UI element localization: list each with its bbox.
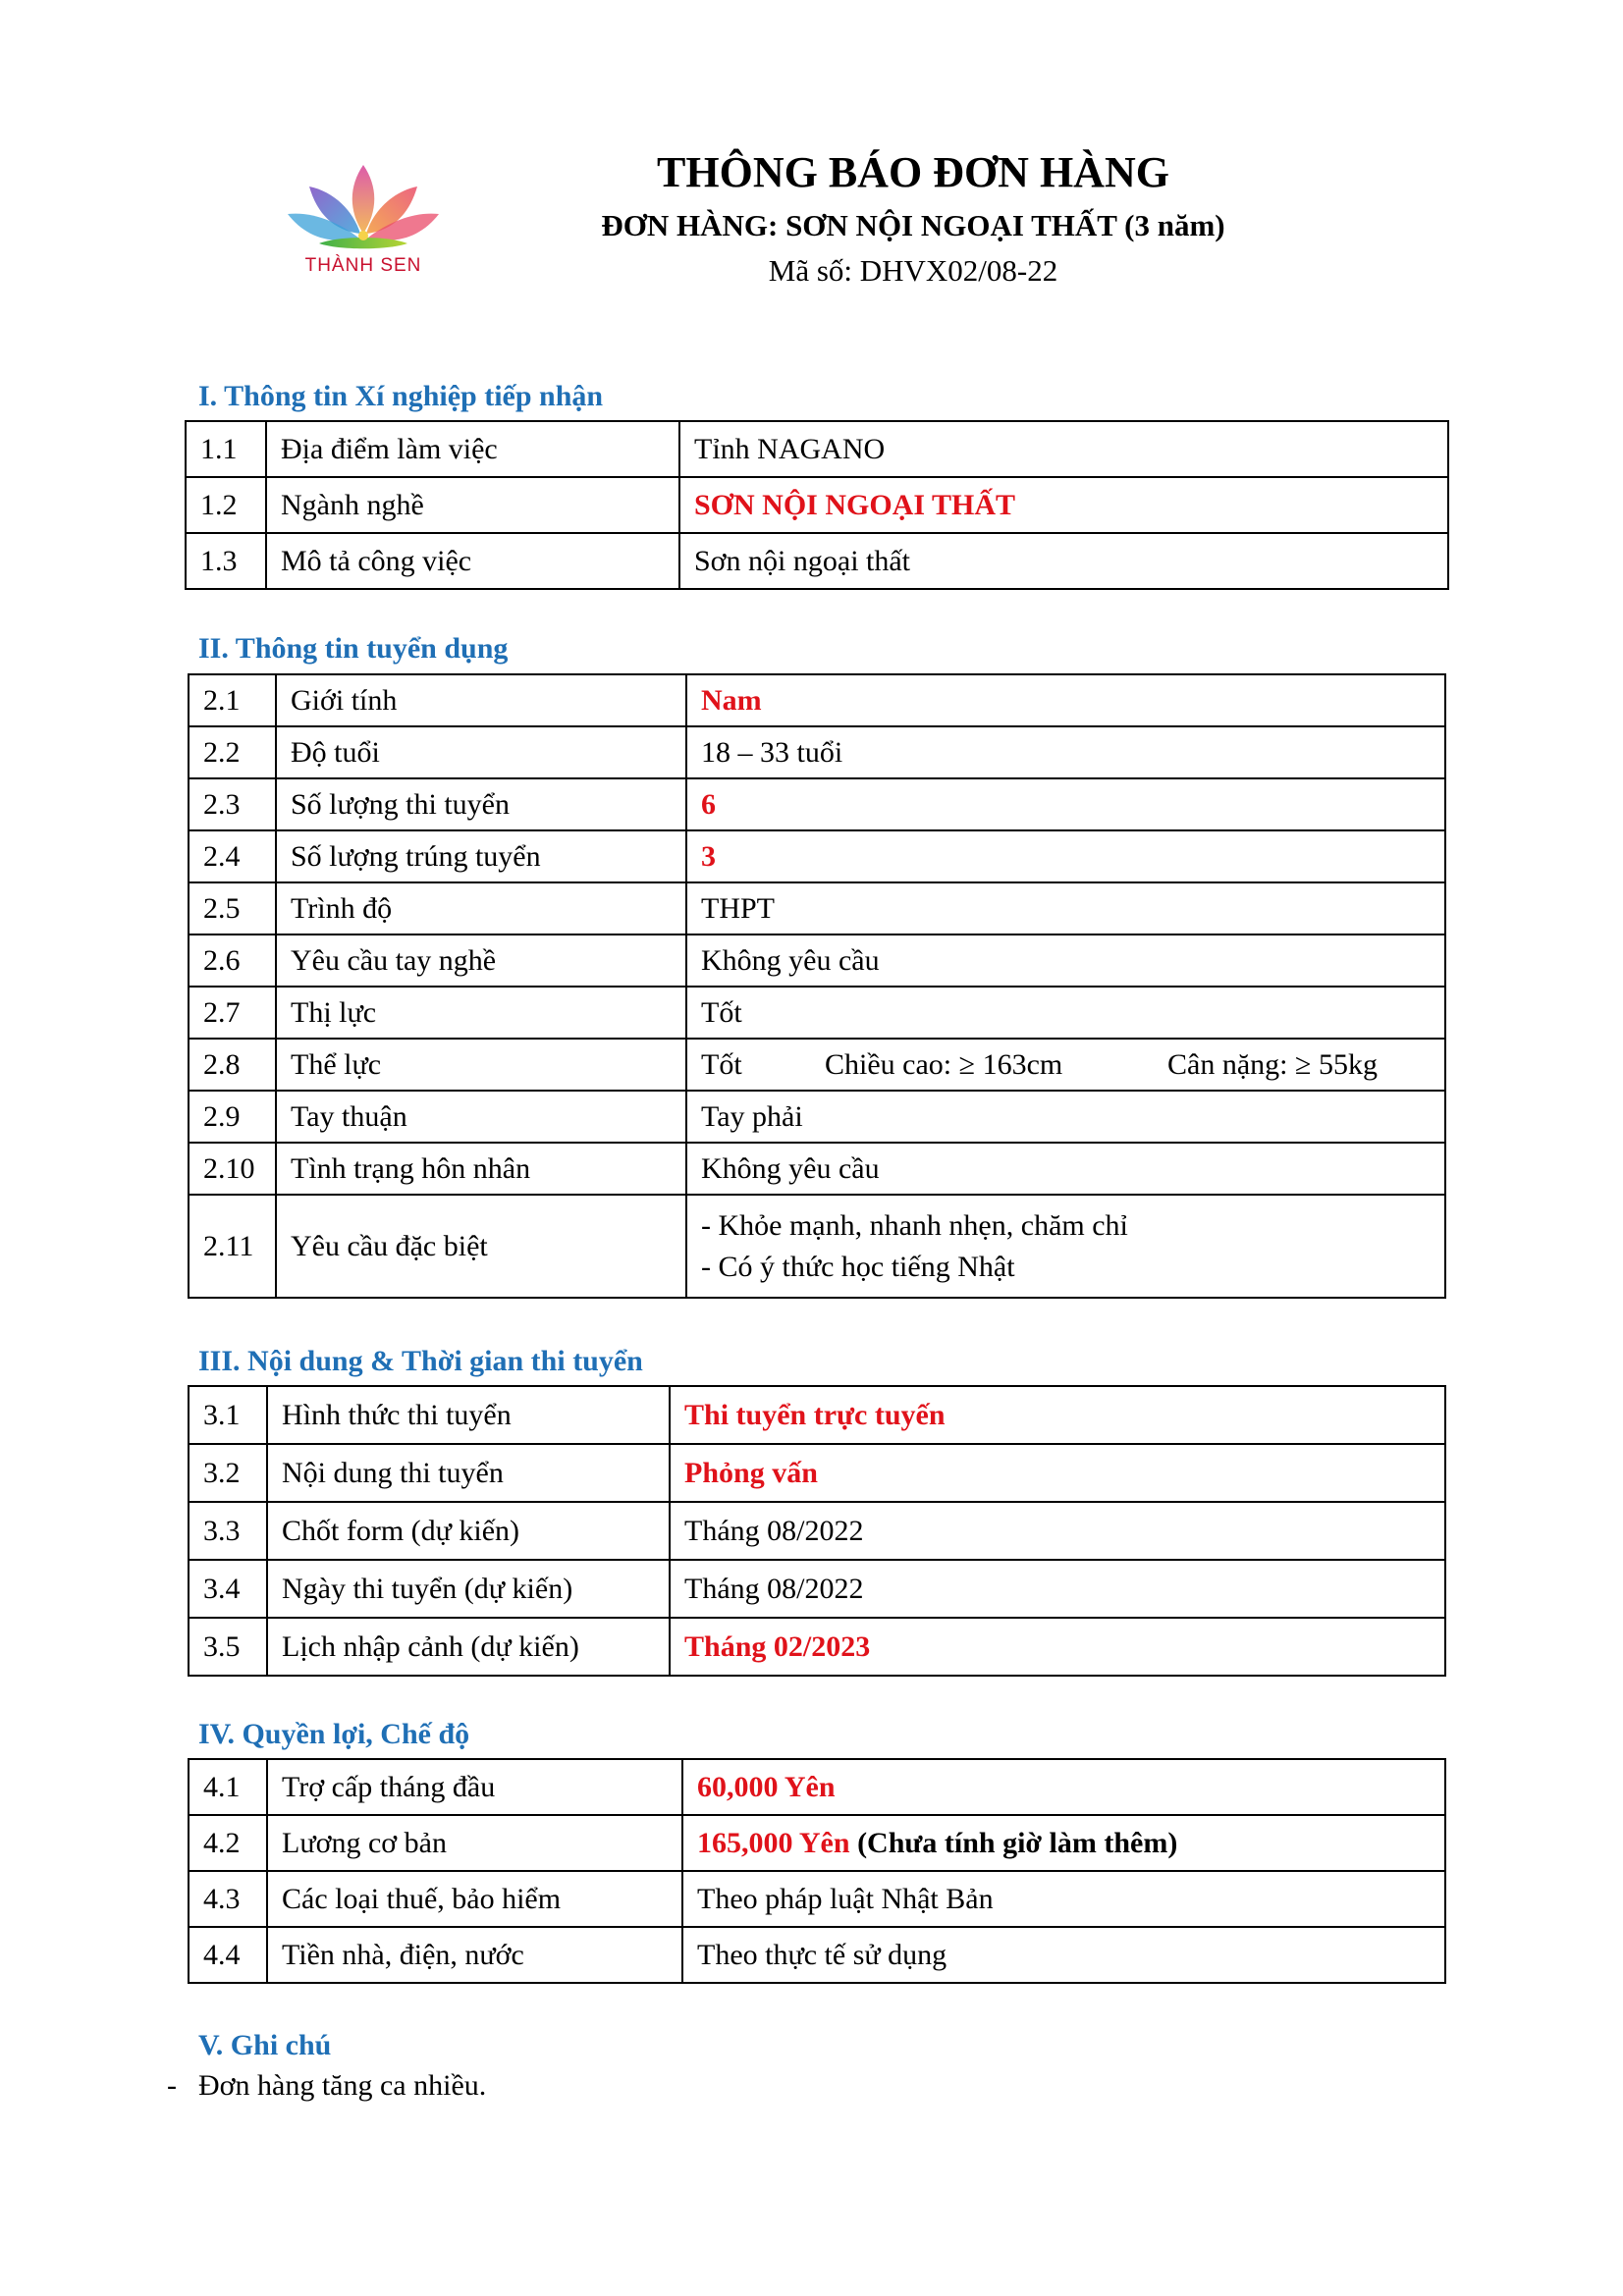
row-value: 60,000 Yên xyxy=(682,1759,1445,1815)
row-label: Giới tính xyxy=(276,674,686,726)
row-value: Tỉnh NAGANO xyxy=(679,421,1448,477)
row-number: 2.11 xyxy=(189,1195,276,1298)
row-value: Không yêu cầu xyxy=(686,934,1445,987)
row-number: 4.4 xyxy=(189,1927,267,1983)
row-value xyxy=(682,1815,1445,1871)
row-value: Tháng 08/2022 xyxy=(670,1560,1445,1618)
row-value: Tháng 08/2022 xyxy=(670,1502,1445,1560)
row-label: Nội dung thi tuyển xyxy=(267,1444,670,1502)
table-row xyxy=(189,1502,1445,1560)
table-row xyxy=(189,778,1445,830)
row-label: Yêu cầu tay nghề xyxy=(276,934,686,987)
row-number: 4.2 xyxy=(189,1815,267,1871)
table-row xyxy=(189,1039,1445,1091)
row-number: 1.2 xyxy=(186,477,266,533)
table-row xyxy=(189,1143,1445,1195)
row-number: 2.10 xyxy=(189,1143,276,1195)
row-number: 2.6 xyxy=(189,934,276,987)
salary-note: (Chưa tính giờ làm thêm) xyxy=(849,1826,1178,1859)
row-label: Chốt form (dự kiến) xyxy=(267,1502,670,1560)
row-value: Theo thực tế sử dụng xyxy=(682,1927,1445,1983)
table-row xyxy=(189,1927,1445,1983)
table-row xyxy=(189,934,1445,987)
row-number: 3.4 xyxy=(189,1560,267,1618)
row-value: SƠN NỘI NGOẠI THẤT xyxy=(679,477,1448,533)
table-exam-schedule xyxy=(188,1385,1446,1677)
note-text: Đơn hàng tăng ca nhiều. xyxy=(198,2069,487,2102)
row-label: Số lượng trúng tuyển xyxy=(276,830,686,882)
section-heading-1: I. Thông tin Xí nghiệp tiếp nhận xyxy=(198,380,604,412)
row-value: Tốt xyxy=(686,987,1445,1039)
row-label: Các loại thuế, bảo hiểm xyxy=(267,1871,682,1927)
row-number: 2.2 xyxy=(189,726,276,778)
table-row xyxy=(189,1618,1445,1676)
table-row xyxy=(189,726,1445,778)
logo-text: THÀNH SEN xyxy=(304,255,422,276)
weight-requirement: Cân nặng: ≥ 55kg xyxy=(1167,1047,1378,1081)
row-value xyxy=(686,1195,1445,1298)
table-row xyxy=(186,477,1448,533)
height-requirement: Chiều cao: ≥ 163cm xyxy=(825,1047,1063,1081)
row-value: Sơn nội ngoại thất xyxy=(679,533,1448,589)
row-value: 6 xyxy=(686,778,1445,830)
row-label: Số lượng thi tuyển xyxy=(276,778,686,830)
row-number: 2.1 xyxy=(189,674,276,726)
row-number: 4.3 xyxy=(189,1871,267,1927)
row-number: 2.8 xyxy=(189,1039,276,1091)
row-label: Ngày thi tuyển (dự kiến) xyxy=(267,1560,670,1618)
row-label: Độ tuổi xyxy=(276,726,686,778)
row-label: Địa điểm làm việc xyxy=(266,421,679,477)
row-label: Mô tả công việc xyxy=(266,533,679,589)
row-value: Nam xyxy=(686,674,1445,726)
table-recruitment-info xyxy=(188,673,1446,1299)
row-number: 3.1 xyxy=(189,1386,267,1444)
table-row xyxy=(189,1386,1445,1444)
row-number: 1.1 xyxy=(186,421,266,477)
table-row xyxy=(189,1091,1445,1143)
table-row xyxy=(189,987,1445,1039)
row-number: 2.3 xyxy=(189,778,276,830)
table-benefits xyxy=(188,1758,1446,1984)
row-value: Thi tuyển trực tuyến xyxy=(670,1386,1445,1444)
lotus-icon xyxy=(280,157,447,255)
table-row xyxy=(189,1871,1445,1927)
row-value: Phỏng vấn xyxy=(670,1444,1445,1502)
row-value: Tháng 02/2023 xyxy=(670,1618,1445,1676)
order-code: Mã số: DHVX02/08-22 xyxy=(768,253,1058,288)
page-title: THÔNG BÁO ĐƠN HÀNG xyxy=(657,148,1169,196)
section-heading-3: III. Nội dung & Thời gian thi tuyển xyxy=(198,1345,643,1377)
section-heading-4: IV. Quyền lợi, Chế độ xyxy=(198,1718,470,1750)
row-number: 2.4 xyxy=(189,830,276,882)
row-number: 3.2 xyxy=(189,1444,267,1502)
page-subtitle: ĐƠN HÀNG: SƠN NỘI NGOẠI THẤT (3 năm) xyxy=(601,208,1225,242)
row-value: Theo pháp luật Nhật Bản xyxy=(682,1871,1445,1927)
row-label: Lịch nhập cảnh (dự kiến) xyxy=(267,1618,670,1676)
table-row xyxy=(189,674,1445,726)
row-label: Trình độ xyxy=(276,882,686,934)
physical-value: Tốt xyxy=(701,1047,742,1081)
row-number: 4.1 xyxy=(189,1759,267,1815)
table-row xyxy=(189,830,1445,882)
table-company-info xyxy=(185,420,1449,590)
table-row xyxy=(189,1815,1445,1871)
table-row xyxy=(186,533,1448,589)
row-label: Ngành nghề xyxy=(266,477,679,533)
table-row xyxy=(189,1444,1445,1502)
row-number: 2.9 xyxy=(189,1091,276,1143)
row-label: Tiền nhà, điện, nước xyxy=(267,1927,682,1983)
salary-amount: 165,000 Yên xyxy=(697,1826,850,1859)
company-logo xyxy=(280,157,447,294)
row-number: 1.3 xyxy=(186,533,266,589)
row-label: Lương cơ bản xyxy=(267,1815,682,1871)
special-requirement-line: - Có ý thức học tiếng Nhật xyxy=(701,1250,1015,1283)
row-label: Yêu cầu đặc biệt xyxy=(276,1195,686,1298)
row-number: 2.7 xyxy=(189,987,276,1039)
section-heading-5: V. Ghi chú xyxy=(198,2029,332,2061)
row-label: Thị lực xyxy=(276,987,686,1039)
table-row xyxy=(189,1195,1445,1298)
row-value: THPT xyxy=(686,882,1445,934)
row-label: Hình thức thi tuyển xyxy=(267,1386,670,1444)
row-label: Tay thuận xyxy=(276,1091,686,1143)
section-heading-2: II. Thông tin tuyển dụng xyxy=(198,632,509,665)
row-value: Tay phải xyxy=(686,1091,1445,1143)
row-label: Tình trạng hôn nhân xyxy=(276,1143,686,1195)
row-number: 3.5 xyxy=(189,1618,267,1676)
row-value: 18 – 33 tuổi xyxy=(686,726,1445,778)
row-value-physical xyxy=(686,1039,1445,1091)
row-label: Thể lực xyxy=(276,1039,686,1091)
row-number: 2.5 xyxy=(189,882,276,934)
table-row xyxy=(189,882,1445,934)
row-number: 3.3 xyxy=(189,1502,267,1560)
row-label: Trợ cấp tháng đầu xyxy=(267,1759,682,1815)
table-row xyxy=(189,1759,1445,1815)
row-value: 3 xyxy=(686,830,1445,882)
table-row xyxy=(189,1560,1445,1618)
table-row xyxy=(186,421,1448,477)
note-item xyxy=(167,2069,486,2103)
row-value: Không yêu cầu xyxy=(686,1143,1445,1195)
note-bullet: - xyxy=(167,2069,177,2102)
special-requirement-line: - Khỏe mạnh, nhanh nhẹn, chăm chỉ xyxy=(701,1208,1128,1242)
